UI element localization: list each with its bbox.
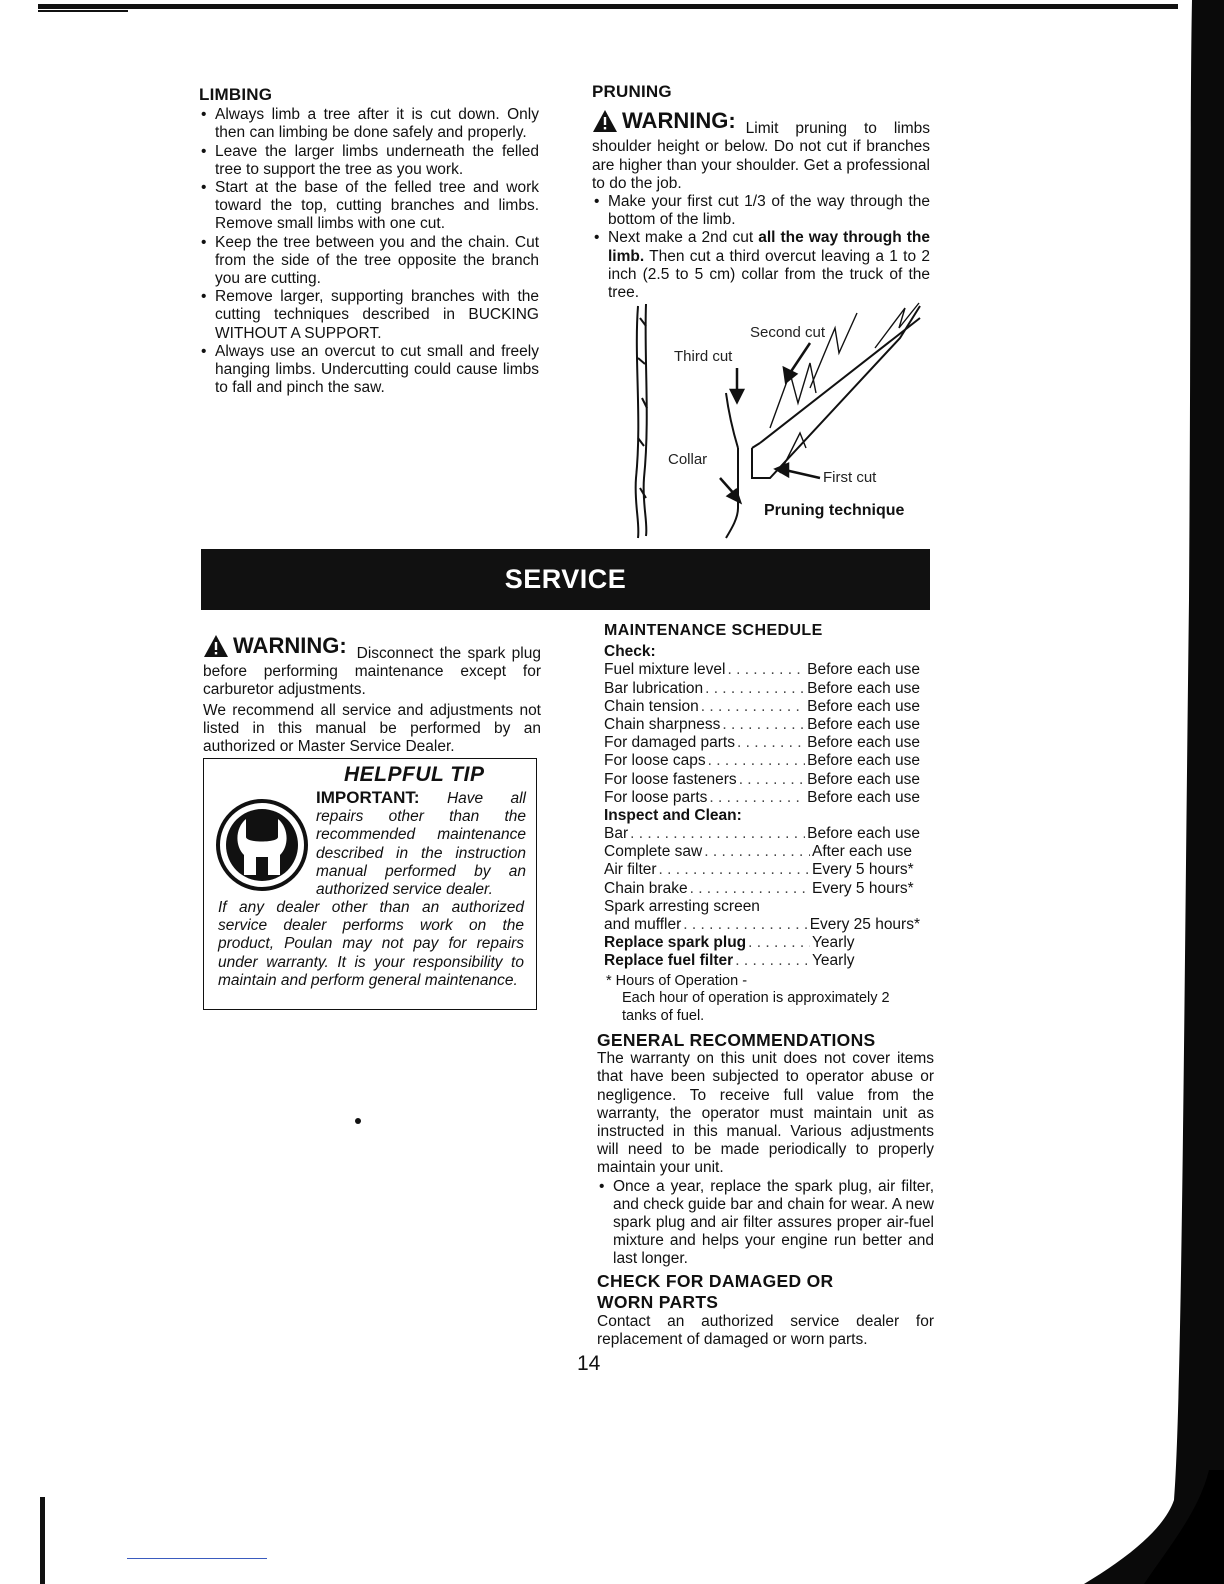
schedule-row: [604, 716, 920, 734]
row-item: Chain sharpness: [604, 715, 721, 733]
item-text: Next make a 2nd cut: [608, 229, 759, 247]
tip-title: HELPFUL TIP: [344, 763, 485, 786]
footnote-text: Each hour of operation is approximately 2 tanks of fuel.: [622, 990, 890, 1024]
warning-label: WARNING:: [622, 108, 736, 134]
item-text: Then cut a third overcut leaving a 1 to 2 inch (2.5 to 5 cm) collar from the truck of the tree.: [608, 247, 930, 302]
schedule-row: [604, 698, 920, 716]
schedule-row: [604, 680, 920, 698]
stray-mark: [355, 1118, 361, 1124]
list-item: • Remove larger, supporting branches with the cutting techniques described in BUCKING WITHOUT A SUPPORT.: [199, 288, 539, 343]
general-recommendations: [597, 1031, 934, 1349]
list-item: • Always limb a tree after it is cut down. Only then can limbing be done safely and properly.: [199, 106, 539, 142]
row-item: Air filter: [604, 861, 657, 879]
row-item: Complete saw: [604, 843, 703, 861]
helpful-tip-box: [203, 758, 537, 1010]
label-second-cut: Second cut: [750, 324, 826, 341]
schedule-row: [604, 843, 920, 861]
row-value: Before each use: [807, 715, 920, 733]
maintenance-schedule: [604, 622, 920, 1025]
footnote: [604, 973, 920, 1026]
row-item: Bar lubrication: [604, 679, 704, 697]
damaged-text: Contact an authorized service dealer for replacement of damaged or worn parts.: [597, 1312, 934, 1348]
damaged-heading-line: CHECK FOR DAMAGED OR: [597, 1270, 834, 1291]
row-value: Every 5 hours*: [812, 879, 914, 897]
service-warning: [203, 634, 541, 700]
row-item: Replace spark plug: [604, 934, 747, 952]
general-text: The warranty on this unit does not cover items that have been subjected to operator abuse or negligence. To receive full value from the warranty, the operator must maintain unit as instructed in this manual. Various adjustments will need to be made periodically to properly maintain your unit.: [597, 1050, 934, 1177]
row-value: Before each use: [807, 825, 920, 843]
limbing-list: [199, 106, 539, 397]
pruning-illustration: [620, 298, 940, 543]
general-heading: GENERAL RECOMMENDATIONS: [597, 1030, 876, 1050]
warning-label: WARNING:: [233, 632, 347, 658]
row-item: For loose caps: [604, 752, 706, 770]
row-item: Chain tension: [604, 697, 699, 715]
service-recommend: We recommend all service and adjustments not listed in this manual be performed by an authorized or Master Service Dealer.: [203, 701, 541, 756]
row-value: Before each use: [807, 752, 920, 770]
limbing-section: [199, 86, 539, 397]
row-item: Replace fuel filter: [604, 952, 734, 970]
pruning-heading: PRUNING: [592, 82, 672, 101]
schedule-row: [604, 952, 920, 970]
inspect-label: Inspect and Clean:: [604, 806, 742, 824]
row-value: Yearly: [812, 934, 855, 952]
limbing-heading: LIMBING: [199, 85, 273, 104]
bottom-rule: [127, 1558, 267, 1559]
service-warning-section: [203, 634, 541, 756]
page-number: 14: [577, 1352, 601, 1375]
list-item: • Once a year, replace the spark plug, air filter, and check guide bar and chain for wear. A new spark plug and air filter assures proper air-fuel mixture and helps your engine run better and last longer.: [597, 1178, 934, 1269]
check-rows: [604, 661, 920, 807]
inspect-rows: [604, 825, 920, 898]
footnote-title: * Hours of Operation -: [606, 972, 748, 989]
row-value: Before each use: [807, 734, 920, 752]
top-rule: [38, 4, 1178, 9]
warning-icon: [203, 634, 229, 658]
important-label: IMPORTANT:: [316, 788, 420, 807]
schedule-row: [604, 771, 920, 789]
list-item: • Always use an overcut to cut small and freely hanging limbs. Undercutting could cause limbs to fall and pinch the saw.: [199, 343, 539, 398]
list-item: • Start at the base of the felled tree and work toward the top, cutting branches and limbs. Remove small limbs with one cut.: [199, 179, 539, 234]
row-item: For loose parts: [604, 788, 708, 806]
schedule-row: [604, 861, 920, 879]
row-value: Before each use: [807, 661, 920, 679]
binding-mark: [40, 1497, 45, 1584]
figure-caption: Pruning technique: [764, 502, 905, 519]
schedule-row: [604, 880, 920, 898]
row-item: Chain brake: [604, 879, 688, 897]
schedule-row: [604, 825, 920, 843]
wrench-icon: [216, 797, 308, 893]
label-third-cut: Third cut: [674, 348, 733, 365]
damaged-heading-line: WORN PARTS: [597, 1291, 719, 1312]
row-item: For damaged parts: [604, 734, 735, 752]
row-item: Bar: [604, 825, 629, 843]
damaged-heading: [597, 1271, 934, 1313]
row-item: and muffler: [604, 916, 682, 934]
warning-icon: [592, 109, 618, 133]
schedule-heading: MAINTENANCE SCHEDULE: [604, 622, 823, 639]
row-value: Before each use: [807, 770, 920, 788]
row-value: Every 25 hours*: [809, 916, 920, 934]
replace-rows: [604, 934, 920, 970]
row-value: Yearly: [812, 952, 855, 970]
important-text: Have all repairs other than the recommended maintenance described in the instruction manual performed by an authorized service dealer.: [316, 790, 526, 899]
general-list: [597, 1178, 934, 1269]
row-value: Before each use: [807, 679, 920, 697]
tip-important: [316, 789, 526, 899]
schedule-row: [604, 916, 920, 934]
scan-edge-shadow: [1024, 0, 1224, 1584]
service-banner: SERVICE: [201, 549, 930, 610]
list-item: • Leave the larger limbs underneath the felled tree to support the tree as you work.: [199, 143, 539, 179]
tip-body: If any dealer other than an authorized service dealer performs work on the product, Poulan may not pay for repairs under warranty. It is your responsibility to maintain and perform general maintenance.: [218, 899, 524, 989]
warning-text: Disconnect the spark plug before performing maintenance except for carburetor adjustments.: [203, 645, 541, 699]
row-value: Before each use: [807, 697, 920, 715]
list-item: [592, 229, 930, 302]
schedule-row: [604, 789, 920, 807]
warning-heading: [592, 109, 736, 133]
row-value: After each use: [812, 843, 912, 861]
row-value: Before each use: [807, 788, 920, 806]
row-value: Every 5 hours*: [812, 861, 914, 879]
list-item: • Make your first cut 1/3 of the way through the bottom of the limb.: [592, 193, 930, 229]
pruning-warning: [592, 109, 930, 193]
top-rule-thin: [38, 10, 128, 12]
warning-heading: [203, 634, 347, 658]
item-bold-text: all the way through the limb.: [608, 229, 931, 265]
schedule-row: [604, 734, 920, 752]
row-item: For loose fasteners: [604, 770, 737, 788]
row-item: Fuel mixture level: [604, 661, 726, 679]
pruning-section: [592, 83, 930, 302]
schedule-row: [604, 752, 920, 770]
schedule-row: [604, 661, 920, 679]
list-item: • Keep the tree between you and the chain. Cut from the side of the tree opposite the branch you are cutting.: [199, 234, 539, 289]
spark-line: Spark arresting screen: [604, 897, 760, 915]
check-label: Check:: [604, 643, 656, 661]
label-collar: Collar: [668, 451, 708, 468]
schedule-row: [604, 934, 920, 952]
warning-text: Limit pruning to limbs shoulder height or below. Do not cut if branches are higher than your shoulder. Get a professional to do the job.: [592, 120, 930, 192]
pruning-list: [592, 193, 930, 302]
label-first-cut: First cut: [823, 469, 877, 486]
